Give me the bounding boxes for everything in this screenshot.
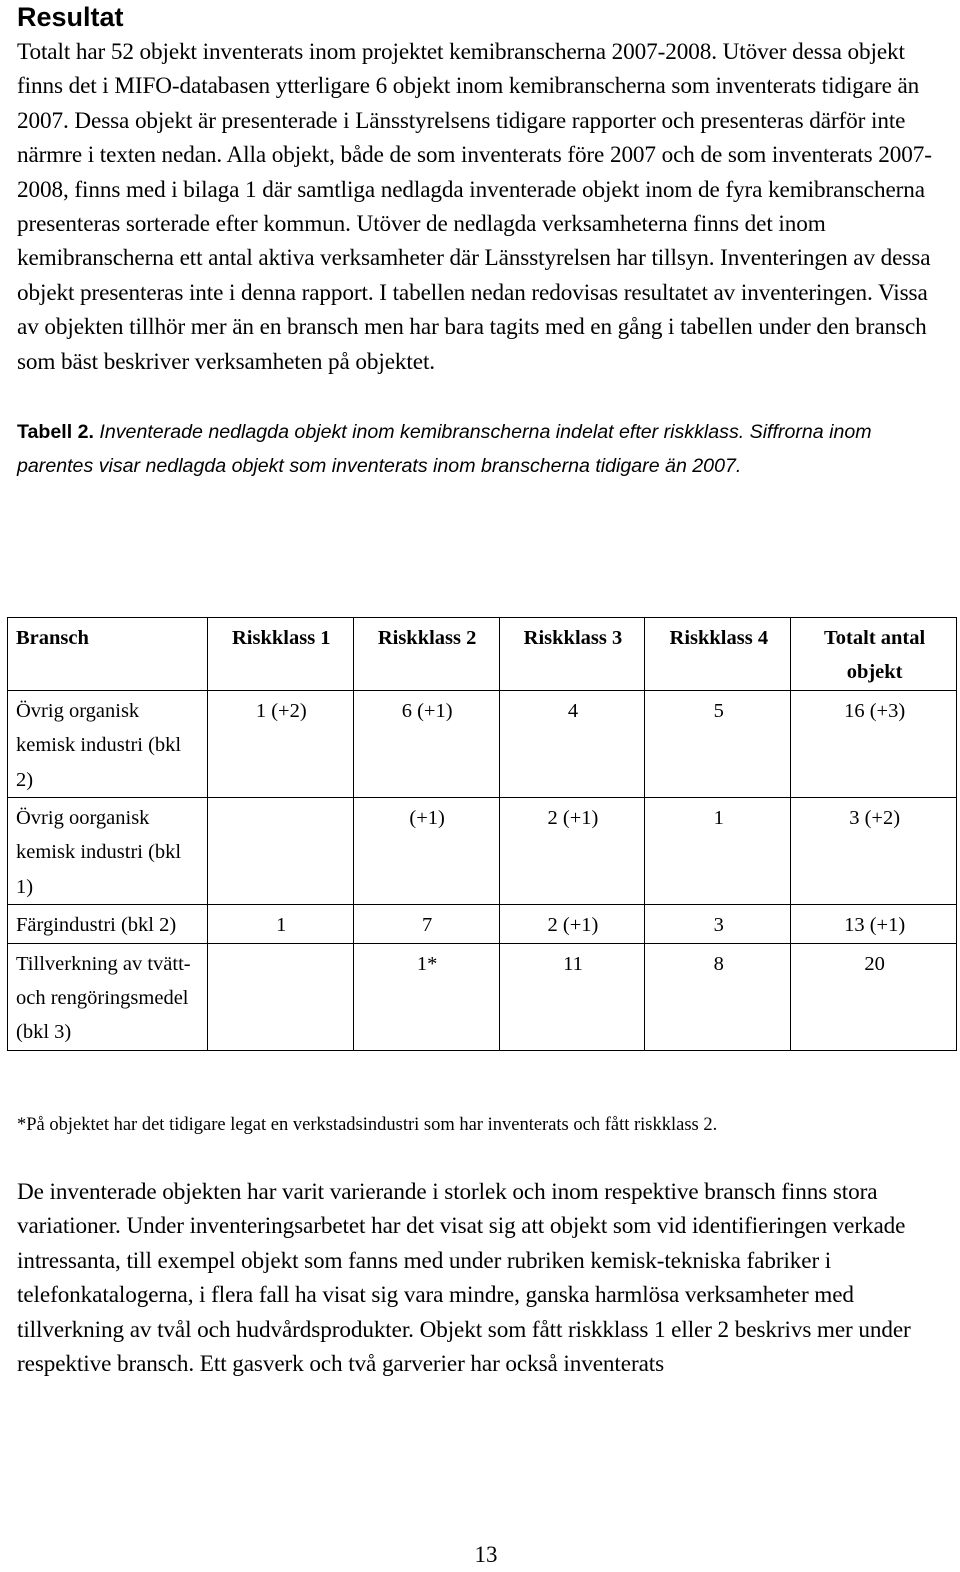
header-riskklass-2: Riskklass 2 bbox=[353, 618, 499, 691]
row-riskklass-1 bbox=[207, 943, 353, 1050]
header-riskklass-4: Riskklass 4 bbox=[645, 618, 791, 691]
header-totalt: Totalt antal objekt bbox=[791, 618, 957, 691]
row-bransch: Övrig organisk kemisk industri (bkl 2) bbox=[8, 690, 208, 797]
table-row bbox=[8, 943, 957, 1050]
header-riskklass-1: Riskklass 1 bbox=[207, 618, 353, 691]
section-title: Resultat bbox=[17, 2, 124, 32]
table-header-row bbox=[8, 618, 957, 691]
risk-class-table bbox=[7, 617, 957, 1051]
table-row bbox=[8, 905, 957, 943]
row-riskklass-3: 11 bbox=[499, 943, 645, 1050]
row-riskklass-4: 5 bbox=[645, 690, 791, 797]
table-row bbox=[8, 690, 957, 797]
row-totalt: 13 (+1) bbox=[791, 905, 957, 943]
row-bransch: Färgindustri (bkl 2) bbox=[8, 905, 208, 943]
page-number: 13 bbox=[474, 1542, 498, 1567]
row-riskklass-2: (+1) bbox=[353, 798, 499, 905]
table-footnote: *På objektet har det tidigare legat en verkstadsindustri som har inventerats och fått riskklass 2. bbox=[17, 1115, 718, 1135]
table-caption-text: Inventerade nedlagda objekt inom kemibranscherna indelat efter riskklass. Siffrorna inom parentes visar nedlagda objekt som inventerats inom branscherna tidigare än 2007. bbox=[17, 421, 872, 477]
results-paragraph: De inventerade objekten har varit varierande i storlek och inom respektive bransch finns stora variationer. Under inventeringsarbetet har det visat sig att objekt som vid identifieringen verkade intressanta, till exempel objekt som fanns med under rubriken kemisk-tekniska fabriker i telefonkatalogerna, i flera fall ha visat sig vara mindre, ganska harmlösa verksamheter med tillverkning av tvål och hudvårdsprodukter. Objekt som fått riskklass 1 eller 2 beskrivs mer under respektive bransch. Ett gasverk och två garverier har också inventerats bbox=[17, 1179, 911, 1378]
row-riskklass-2: 7 bbox=[353, 905, 499, 943]
page-number-container bbox=[17, 1540, 955, 1570]
row-riskklass-3: 2 (+1) bbox=[499, 905, 645, 943]
row-bransch: Övrig oorganisk kemisk industri (bkl 1) bbox=[8, 798, 208, 905]
table-caption-label: Tabell 2. bbox=[17, 421, 94, 444]
row-riskklass-3: 2 (+1) bbox=[499, 798, 645, 905]
row-riskklass-4: 3 bbox=[645, 905, 791, 943]
row-totalt: 20 bbox=[791, 943, 957, 1050]
row-riskklass-1: 1 bbox=[207, 905, 353, 943]
table-caption bbox=[17, 416, 917, 483]
row-totalt: 3 (+2) bbox=[791, 798, 957, 905]
row-riskklass-4: 8 bbox=[645, 943, 791, 1050]
table-row bbox=[8, 798, 957, 905]
row-riskklass-4: 1 bbox=[645, 798, 791, 905]
document-page bbox=[16, 0, 955, 1567]
row-riskklass-2: 6 (+1) bbox=[353, 690, 499, 797]
row-riskklass-1: 1 (+2) bbox=[207, 690, 353, 797]
row-riskklass-3: 4 bbox=[499, 690, 645, 797]
row-totalt: 16 (+3) bbox=[791, 690, 957, 797]
intro-paragraph: Totalt har 52 objekt inventerats inom projektet kemibranscherna 2007-2008. Utöver dessa objekt finns det i MIFO-databasen ytterligare 6 objekt inom kemibranscherna som inventerats tidigare än 2007. Dessa objekt är presenterade i Länsstyrelsens tidigare rapporter och presenteras därför inte närmre i texten nedan. Alla objekt, både de som inventerats före 2007 och de som inventerats 2007-2008, finns med i bilaga 1 där samtliga nedlagda inventerade objekt inom de fyra kemibranscherna presenteras sorterade efter kommun. Utöver de nedlagda verksamheterna finns det inom kemibranscherna ett antal aktiva verksamheter där Länsstyrelsen har tillsyn. Inventeringen av dessa objekt presenteras inte i denna rapport. I tabellen nedan redovisas resultatet av inventeringen. Vissa av objekten tillhör mer än en bransch men har bara tagits med en gång i tabellen under den bransch som bäst beskriver verksamheten på objektet. bbox=[17, 39, 932, 375]
row-bransch: Tillverkning av tvätt- och rengöringsmedel (bkl 3) bbox=[8, 943, 208, 1050]
header-bransch: Bransch bbox=[8, 618, 208, 691]
header-riskklass-3: Riskklass 3 bbox=[499, 618, 645, 691]
row-riskklass-2: 1* bbox=[353, 943, 499, 1050]
row-riskklass-1 bbox=[207, 798, 353, 905]
